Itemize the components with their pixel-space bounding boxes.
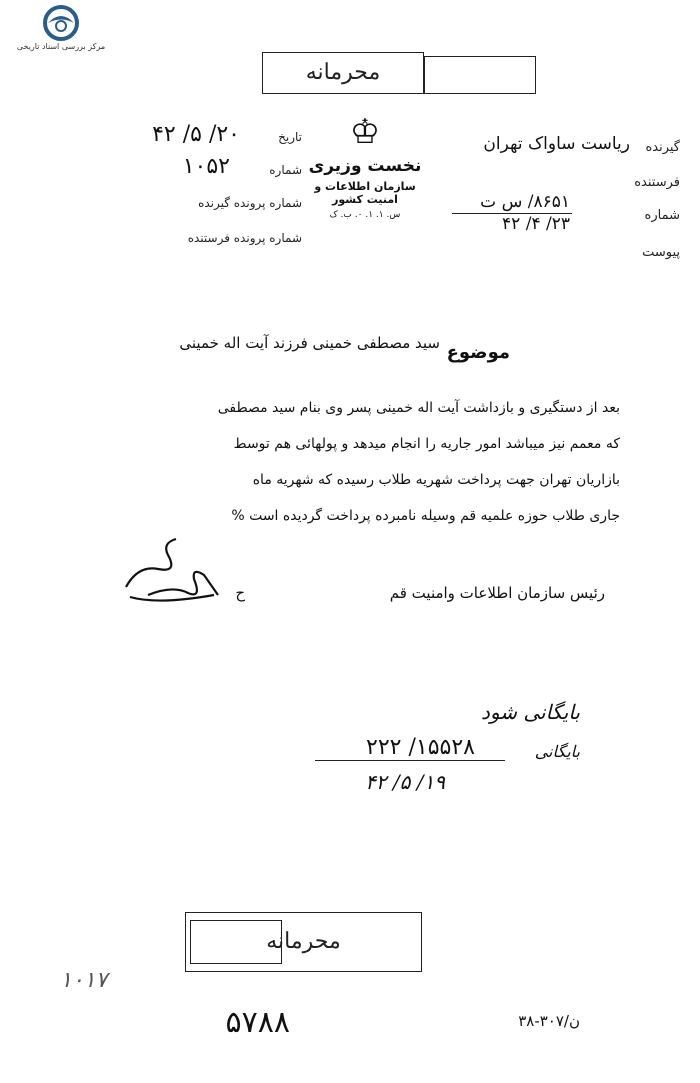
- archive-number: ۵۷۸۸: [225, 1005, 290, 1040]
- confidential-stamp-top: محرمانه: [262, 52, 424, 94]
- reference-number: ۸۶۵۱/ س ت: [480, 192, 570, 212]
- reference-date: ۲۳/ ۴/ ۴۲: [502, 214, 570, 234]
- handwritten-side-mark: بایگانی: [534, 742, 580, 761]
- receiver-value: ریاست ساواک تهران: [483, 134, 630, 154]
- date-label: تاریخ: [278, 130, 302, 144]
- handwritten-note: بایگانی شود: [481, 700, 580, 724]
- government-emblem: [300, 112, 430, 242]
- org-sub-name: سازمان اطلاعات و امنیت کشور: [314, 180, 416, 206]
- logo-text: مرکز بررسی اسناد تاریخی: [16, 42, 106, 51]
- reference-number-label: شماره: [644, 208, 680, 223]
- signature-icon: [118, 535, 228, 610]
- handwritten-ref-number: ۱۵۵۲۸/ ۲۲۲: [366, 735, 475, 760]
- body-line-4: جاری طلاب حوزه علمیه قم وسیله نامبرده پرداخت گردیده است %: [231, 508, 620, 524]
- org-main-name: نخست وزیری: [308, 156, 422, 176]
- receiver-label: گیرنده: [645, 140, 680, 155]
- handwritten-date: ۱۹/ ۵/ ۴۲: [365, 770, 445, 794]
- lion-and-sun-icon: ♔: [349, 112, 381, 152]
- document-code: ن/۳۰۷-۳۸: [518, 1012, 580, 1030]
- sender-label: فرستنده: [634, 175, 680, 190]
- org-code: س. ۱. ۱. ۰. ب. ک: [329, 210, 401, 220]
- archive-logo: [6, 4, 116, 54]
- date-value: ۲۰/ ۵/ ۴۲: [152, 122, 240, 147]
- left-scribble: ۱۰۱۷: [60, 968, 108, 993]
- logo-emblem-icon: [36, 4, 86, 42]
- number-label: شماره: [269, 163, 302, 177]
- signature-title: رئیس سازمان اطلاعات وامنیت قم: [389, 584, 605, 602]
- body-line-3: بازاریان تهران جهت پرداخت شهریه طلاب رسیده که شهریه ماه: [252, 472, 620, 488]
- confidential-stamp-bottom-handwritten: [190, 920, 282, 964]
- sender-file-number-label: شماره پرونده فرستنده: [187, 231, 302, 245]
- receiver-file-number-label: شماره پرونده گیرنده: [198, 196, 302, 210]
- subject-label: موضوع: [446, 342, 510, 363]
- subject-value: سید مصطفی خمینی فرزند آیت اله خمینی: [179, 334, 440, 352]
- confidential-stamp-top-handwritten: [424, 56, 536, 94]
- attachment-label: پیوست: [642, 245, 680, 260]
- number-value: ۱۰۵۲: [182, 154, 230, 179]
- body-line-1: بعد از دستگیری و بازداشت آیت اله خمینی پسر وی بنام سید مصطفی: [217, 400, 620, 416]
- confidential-stamp-bottom: محرمانه: [185, 912, 422, 972]
- signature-prefix: ح: [235, 584, 245, 602]
- body-line-2: که معمم نیز میباشد امور جاریه را انجام میدهد و پولهائی هم توسط: [233, 436, 620, 452]
